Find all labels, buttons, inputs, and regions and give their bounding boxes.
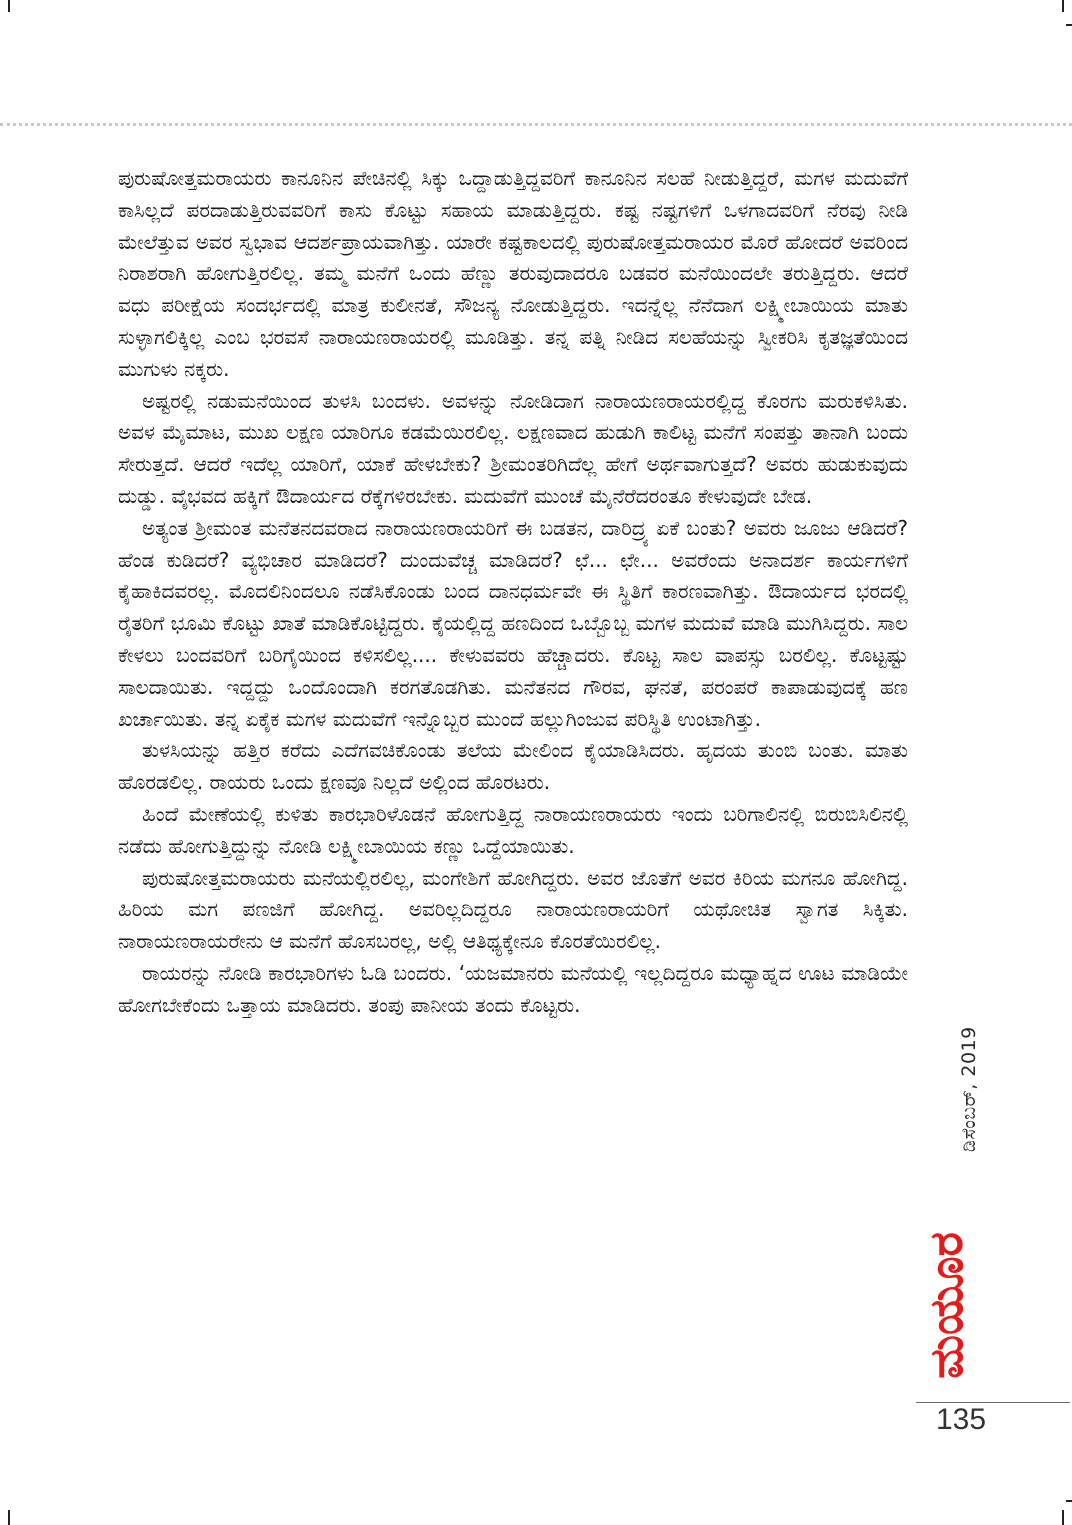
crop-mark-top-right bbox=[1062, 0, 1064, 12]
article-body bbox=[118, 163, 908, 1403]
article-paragraph: ತುಳಸಿಯನ್ನು ಹತ್ತಿರ ಕರೆದು ಎದೆಗವಚಿಕೊಂಡು ತಲೆಯ ಮೇಲಿಂದ ಕೈಯಾಡಿಸಿದರು. ಹೃದಯ ತುಂಬಿ ಬಂತು. ಮಾತು ಹೊರಡಲಿಲ್ಲ. ರಾಯರು ಒಂದು ಕ್ಷಣವೂ ನಿಲ್ಲದೆ ಅಲ್ಲಿಂದ ಹೊರಟರು. bbox=[118, 738, 908, 795]
article-paragraph: ಹಿಂದೆ ಮೇಣೆಯಲ್ಲಿ ಕುಳಿತು ಕಾರಭಾರಿಳೊಡನೆ ಹೋಗುತ್ತಿದ್ದ ನಾರಾಯಣರಾಯರು ಇಂದು ಬರಿಗಾಲಿನಲ್ಲಿ ಬಿರುಬಿಸಿಲಿನಲ್ಲಿ ನಡೆದು ಹೋಗುತ್ತಿದ್ದುನ್ನು ನೋಡಿ ಲಕ್ಷ್ಮೀಬಾಯಿಯ ಕಣ್ಣು ಒದ್ದೆಯಾಯಿತು. bbox=[118, 801, 908, 858]
article-paragraph: ರಾಯರನ್ನು ನೋಡಿ ಕಾರಭಾರಿಗಳು ಓಡಿ ಬಂದರು. ‘ಯಜಮಾನರು ಮನೆಯಲ್ಲಿ ಇಲ್ಲದಿದ್ದರೂ ಮಧ್ಯಾಹ್ನದ ಊಟ ಮಾಡಿಯೇ ಹೋಗಬೇಕೆಂದು ಒತ್ತಾಯ ಮಾಡಿದರು. ತಂಪು ಪಾನೀಯ ತಂದು ಕೊಟ್ಟರು. bbox=[118, 960, 908, 1017]
article-paragraph: ಅಷ್ಟರಲ್ಲಿ ನಡುಮನೆಯಿಂದ ತುಳಸಿ ಬಂದಳು. ಅವಳನ್ನು ನೋಡಿದಾಗ ನಾರಾಯಣರಾಯರಲ್ಲಿದ್ದ ಕೊರಗು ಮರುಕಳಿಸಿತು. ಅವಳ ಮೈಮಾಟ, ಮುಖ ಲಕ್ಷಣ ಯಾರಿಗೂ ಕಡಮೆಯಿರಲಿಲ್ಲ. ಲಕ್ಷಣವಾದ ಹುಡುಗಿ ಕಾಲಿಟ್ಟ ಮನೆಗೆ ಸಂಪತ್ತು ತಾನಾಗಿ ಬಂದು ಸೇರುತ್ತದೆ. ಆದರೆ ಇದೆಲ್ಲ ಯಾರಿಗೆ, ಯಾಕೆ ಹೇಳಬೇಕು? ಶ್ರೀಮಂತರಿಗಿದೆಲ್ಲ ಹೇಗೆ ಅರ್ಥವಾಗುತ್ತದೆ? ಅವರು ಹುಡುಕುವುದು ದುಡ್ಡು. ವೈಭವದ ಹಕ್ಕಿಗೆ ಔದಾರ್ಯದ ರೆಕ್ಕೆಗಳಿರಬೇಕು. ಮದುವೆಗೆ ಮುಂಚೆ ಮೈನೆರೆದರಂತೂ ಕೇಳುವುದೇ ಬೇಡ. bbox=[118, 388, 908, 508]
page-number: 135 bbox=[936, 1403, 987, 1436]
magazine-logo-text: ಮಯೂರ bbox=[919, 1232, 973, 1379]
article-paragraph: ಅತ್ಯಂತ ಶ್ರೀಮಂತ ಮನೆತನದವರಾದ ನಾರಾಯಣರಾಯರಿಗೆ ಈ ಬಡತನ, ದಾರಿದ್ರ್ಯ ಏಕೆ ಬಂತು? ಅವರು ಜೂಜು ಆಡಿದರೆ? ಹೆಂಡ ಕುಡಿದರೆ? ವ್ಯಭಿಚಾರ ಮಾಡಿದರೆ? ದುಂದುವೆಚ್ಚ ಮಾಡಿದರೆ? ಛೆ... ಛೇ... ಅವರೆಂದು ಅನಾದರ್ಶ ಕಾರ್ಯಗಳಿಗೆ ಕೈಹಾಕಿದವರಲ್ಲ. ಮೊದಲಿನಿಂದಲೂ ನಡೆಸಿಕೊಂಡು ಬಂದ ದಾನಧರ್ಮವೇ ಈ ಸ್ಥಿತಿಗೆ ಕಾರಣವಾಗಿತ್ತು. ಔದಾರ್ಯದ ಭರದಲ್ಲಿ ರೈತರಿಗೆ ಭೂಮಿ ಕೊಟ್ಟು ಖಾತೆ ಮಾಡಿಕೊಟ್ಟಿದ್ದರು. ಕೈಯಲ್ಲಿದ್ದ ಹಣದಿಂದ ಒಬ್ಬೊಬ್ಬ ಮಗಳ ಮದುವೆ ಮಾಡಿ ಮುಗಿಸಿದ್ದರು. ಸಾಲ ಕೇಳಲು ಬಂದವರಿಗೆ ಬರಿಗೈಯಿಂದ ಕಳಿಸಲಿಲ್ಲ.... ಕೇಳುವವರು ಹೆಚ್ಚಾದರು. ಕೊಟ್ಟ ಸಾಲ ವಾಪಸ್ಸು ಬರಲಿಲ್ಲ. ಕೊಟ್ಟಷ್ಟು ಸಾಲದಾಯಿತು. ಇದ್ದದ್ದು ಒಂದೊಂದಾಗಿ ಕರಗತೊಡಗಿತು. ಮನೆತನದ ಗೌರವ, ಘನತೆ, ಪರಂಪರೆ ಕಾಪಾಡುವುದಕ್ಕೆ ಹಣ ಖರ್ಚಾಯಿತು. ತನ್ನ ಏಕೈಕ ಮಗಳ ಮದುವೆಗೆ ಇನ್ನೊಬ್ಬರ ಮುಂದೆ ಹಲ್ಲುಗಿಂಜುವ ಪರಿಸ್ಥಿತಿ ಉಂಟಾಗಿತ್ತು. bbox=[118, 515, 908, 731]
article-paragraph: ಪುರುಷೋತ್ತಮರಾಯರು ಮನೆಯಲ್ಲಿರಲಿಲ್ಲ, ಮಂಗೇಶಿಗೆ ಹೋಗಿದ್ದರು. ಅವರ ಜೊತೆಗೆ ಅವರ ಕಿರಿಯ ಮಗನೂ ಹೋಗಿದ್ದ. ಹಿರಿಯ ಮಗ ಪಣಜಿಗೆ ಹೋಗಿದ್ದ. ಅವರಿಲ್ಲದಿದ್ದರೂ ನಾರಾಯಣರಾಯರಿಗೆ ಯಥೋಚಿತ ಸ್ವಾಗತ ಸಿಕ್ಕಿತು. ನಾರಾಯಣರಾಯರೇನು ಆ ಮನೆಗೆ ಹೊಸಬರಲ್ಲ, ಅಲ್ಲಿ ಆತಿಥ್ಯಕ್ಕೇನೂ ಕೊರತೆಯಿರಲಿಲ್ಲ. bbox=[118, 865, 908, 954]
issue-date-text: ಡಿಸೆಂಬರ್, 2019 bbox=[958, 1026, 980, 1152]
header-dotted-rule bbox=[0, 123, 1072, 126]
article-paragraph: ಪುರುಷೋತ್ತಮರಾಯರು ಕಾನೂನಿನ ಪೇಚಿನಲ್ಲಿ ಸಿಕ್ಕು ಒದ್ದಾಡುತ್ತಿದ್ದವರಿಗೆ ಕಾನೂನಿನ ಸಲಹೆ ನೀಡುತ್ತಿದ್ದರೆ, ಮಗಳ ಮದುವೆಗೆ ಕಾಸಿಲ್ಲದೆ ಪರದಾಡುತ್ತಿರುವವರಿಗೆ ಕಾಸು ಕೊಟ್ಟು ಸಹಾಯ ಮಾಡುತ್ತಿದ್ದರು. ಕಷ್ಟ ನಷ್ಟಗಳಿಗೆ ಒಳಗಾದವರಿಗೆ ನೆರವು ನೀಡಿ ಮೇಲೆತ್ತುವ ಅವರ ಸ್ವಭಾವ ಆದರ್ಶಪ್ರಾಯವಾಗಿತ್ತು. ಯಾರೇ ಕಷ್ಟಕಾಲದಲ್ಲಿ ಪುರುಷೋತ್ತಮರಾಯರ ಮೊರೆ ಹೋದರೆ ಅವರಿಂದ ನಿರಾಶರಾಗಿ ಹೋಗುತ್ತಿರಲಿಲ್ಲ. ತಮ್ಮ ಮನೆಗೆ ಒಂದು ಹೆಣ್ಣು ತರುವುದಾದರೂ ಬಡವರ ಮನೆಯಿಂದಲೇ ತರುತ್ತಿದ್ದರು. ಆದರೆ ವಧು ಪರೀಕ್ಷೆಯ ಸಂದರ್ಭದಲ್ಲಿ ಮಾತ್ರ ಕುಲೀನತೆ, ಸೌಜನ್ಯ ನೋಡುತ್ತಿದ್ದರು. ಇದನ್ನೆಲ್ಲ ನೆನೆದಾಗ ಲಕ್ಷ್ಮೀಬಾಯಿಯ ಮಾತು ಸುಳ್ಳಾಗಲಿಕ್ಕಿಲ್ಲ ಎಂಬ ಭರವಸೆ ನಾರಾಯಣರಾಯರಲ್ಲಿ ಮೂಡಿತ್ತು. ತನ್ನ ಪತ್ನಿ ನೀಡಿದ ಸಲಹೆಯನ್ನು ಸ್ವೀಕರಿಸಿ ಕೃತಜ್ಞತೆಯಿಂದ ಮುಗುಳು ನಕ್ಕರು. bbox=[118, 166, 908, 381]
crop-mark-top-right-horizontal bbox=[1066, 24, 1072, 26]
crop-mark-bottom-right bbox=[1062, 1510, 1064, 1525]
crop-mark-bottom-left bbox=[8, 1510, 10, 1525]
crop-mark-bottom-right-horizontal bbox=[1066, 1500, 1072, 1502]
crop-mark-top-left bbox=[8, 0, 10, 12]
